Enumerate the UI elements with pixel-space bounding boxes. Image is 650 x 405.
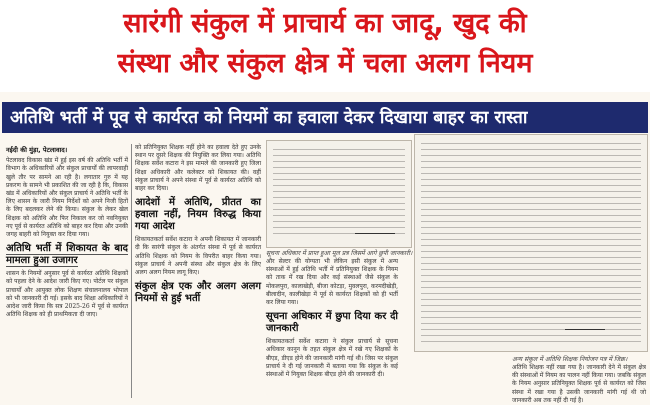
signature-mark <box>565 315 605 330</box>
subheadline: अतिथि भर्ती में पूव से कार्यरत को नियमों का हवाला देकर दिखाया बाहर का रास्ता <box>10 108 528 128</box>
byline: नईदी की मुंड़ा, पेटलावाद। <box>6 146 68 154</box>
subheadline-bar <box>2 102 648 133</box>
article-body <box>0 140 650 404</box>
column-divider <box>131 144 132 398</box>
column-2-subheading-2: संकुल क्षेत्र एक और अलग अलग नियमों से हुई भर्ती <box>135 281 261 305</box>
column-1-paragraph: पेटलावद विकास खंड में हुई इस वर्ष की अतिथि भर्ती में विभाग के अधिकारियों और संकुल प्राचार्यों की लापरवाही खुले तौर पर सामने आ रही है। लगातार गुरु में यह प्रकरण के सामने भी प्रकाशित की जा रही है कि, विकास खंड में अधिकारियों और संकुल प्राचार्य ने अतिथि भर्ती के लिए शासन के जारी नियम निर्देशों को अपने निजी हितों के लिए बदलकर लेने की किया। संकुल के लेकर खेल शिक्षक को अतिथि और फिर निकाल कर जो नवनियुक्त नए पूर्व से कार्यरत अतिथि को बाहर कर दिया और उनकी जगह बाहरी को नियुक्त कर दिया गया। <box>6 157 128 239</box>
headline-block <box>0 0 650 92</box>
signature-mark <box>355 219 395 234</box>
column-3-paragraph: और सेल्टर की योग्यता भी लेकिन इसी संकुल में अन्य संस्थाओं में हुई अतिथि भर्ती में प्रतिनियुक्त शिक्षक के नियम को ताक में रख दिया और कई संस्थाओं जैसे संकुल के मोकलपुरा, कालाखेड़ी, बीजा कोटड़ा, मुवलपुरा, करमदीखेड़ी, बीलादीन, कालीखेड़ा में पूर्व से कार्यरत शिक्षकों को ही भर्ती कर लिया गया। <box>266 258 398 307</box>
column-3-paragraph-2: शिकायतकर्ता सर्वेश कटारा ने संकुल प्राचार्य से सूचना अधिकार कानून के तहत संकुल क्षेत्र में रखे गए शिक्षकों के बीएड, डीएड होने की जानकारी मांगी गई थी। जिस पर संकुल प्राचार्य ने दी गई जानकारी में बताया गया कि संकुल के कई संस्थाओं में नियुक्त शिक्षक बीएड होने की जानकारी दी। <box>266 338 398 379</box>
headline-line-1: सारंगी संकुल में प्राचार्य का जादू, खुद की <box>123 8 527 39</box>
column-2-paragraph-2: शिकायतकर्ता सर्वेश कटारा ने अपनी शिकायत में जानकारी दी कि सारंगी संकुल के अंतर्गत संस्था में पूर्व से कार्यरत अतिथि शिक्षक को नियम के विपरीत बाहर किया गया। संकुल प्राचार्य ने अपनी संस्था और संकुल क्षेत्र के लिए अलग अलग नियम लागू किए। <box>135 236 261 277</box>
document-2-caption: अन्य संकुल में अतिथि शिक्षक नियोजन पत्र में जिक्र। <box>512 356 628 363</box>
column-2-subheading: आदेशों में अतिथि, प्रीतत का हवाला नहीं, नियम विरुद्ध किया गया आदेश <box>135 197 261 233</box>
article-column-4 <box>512 364 646 404</box>
column-2-paragraph: को प्रतिनियुक्त शिक्षक नहीं होने का हवाला देते हुए उनके स्थान पर दूसरे शिक्षक की नियुक्ति कर लिया गया। अतिथि शिक्षक सर्वेश कटारा ने इस मामले की जानकारी हुए जिला शिक्षा अधिकारी और कलेक्टर को शिकायत की। वहीं संकुल प्राचार्य ने अपने संस्था में पूर्व से कार्यरत अतिथि को बाहर कर दिया। <box>135 144 261 193</box>
column-4-paragraph: अतिथि शिक्षक नहीं रखा गया है। जानकारी देने में संकुल क्षेत्र की संस्थाओं में नियम का पालन नहीं किया गया। जबकि संकुल के नियम अनुसार प्रतिनियुक्त शिक्षक पूर्व से कार्यरत को जिस संस्था में रखा गया है उसकी जानकारी मांगी गई थी जो जानकारी अब तक नहीं दी गई है। <box>512 364 646 404</box>
headline-line-2: संस्था और संकुल क्षेत्र में चला अलग नियम <box>117 48 533 79</box>
article-column-2 <box>135 144 261 398</box>
document-photo-2 <box>414 134 648 352</box>
article-column-3 <box>266 258 398 398</box>
document-1-caption: सूचना अधिकार में प्राप्त हुआ मूल प्रत्र जिसमें आगे छुपी जानकारी। <box>266 250 413 257</box>
column-1-subheading: अतिथि भर्ती में शिकायत के बाद मामला हुआ उजागर <box>6 243 128 267</box>
column-1-paragraph-2: शासन के नियमों अनुसार पूर्व से कार्यरत अतिथि शिक्षकों को पहला देने के आदेश जारी किए गए। पोर्टल पर संकुल प्राचार्यों और आयुक्त लोक शिक्षण संचालनालय भोपाल को भी जानकारी दी गई। इसके बाद शिक्षा अधिकारियों ने आदेश जारी किया कि सत्र 2025-26 में पूर्व से कार्यरत अतिथि शिक्षक को ही प्राथमिकता दी जाए। <box>6 270 128 319</box>
column-3-subheading: सूचना अधिकार में छुपा दिया कर दी जानकारी <box>266 311 398 335</box>
article-column-1 <box>6 146 128 398</box>
document-text-lines <box>421 143 641 343</box>
document-photo-1 <box>266 140 412 248</box>
